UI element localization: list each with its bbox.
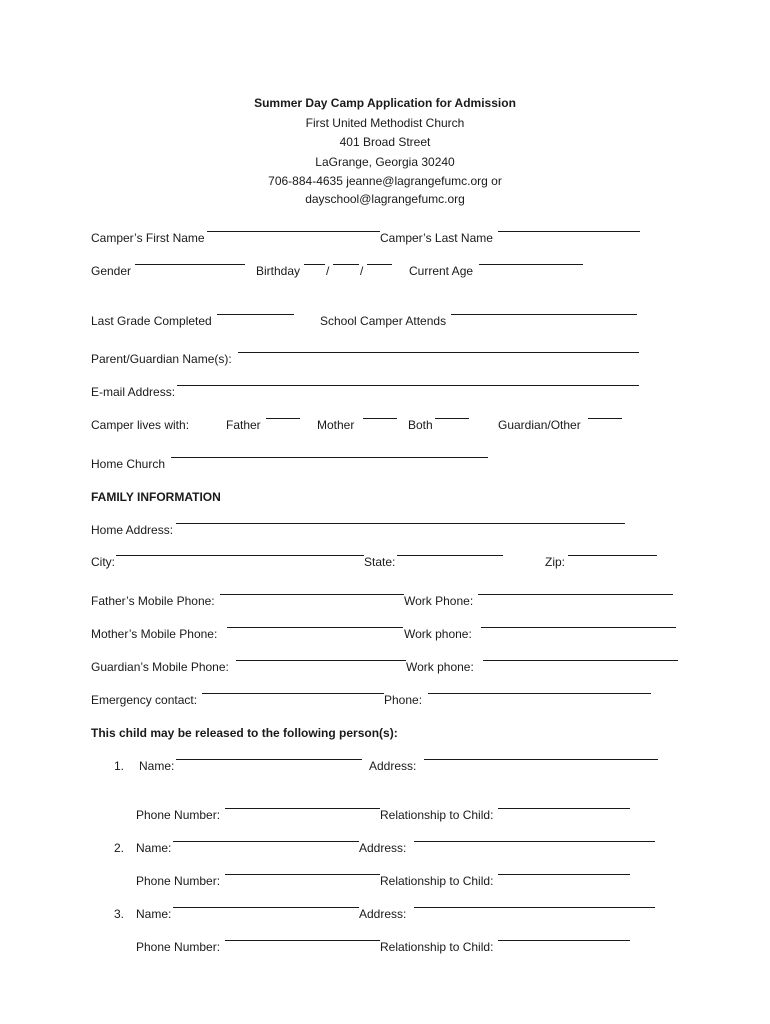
mother-phone-row <box>0 627 770 643</box>
street-address: 401 Broad Street <box>339 135 431 149</box>
release-phone-label: Phone Number: <box>136 874 221 888</box>
release-person-2-phone-row <box>0 874 770 890</box>
church-name: First United Methodist Church <box>305 115 465 130</box>
school-label: School Camper Attends <box>320 314 447 328</box>
release-address-label: Address: <box>359 841 407 855</box>
home-church-label: Home Church <box>91 457 166 471</box>
family-info-heading: FAMILY INFORMATION <box>91 490 221 504</box>
last-grade-label: Last Grade Completed <box>91 314 212 328</box>
list-number: 1. <box>114 759 125 773</box>
guardian-other-label: Guardian/Other <box>498 418 581 432</box>
release-heading: This child may be released to the following person(s): <box>91 726 398 740</box>
last-name-field[interactable] <box>498 231 640 232</box>
release-phone-label: Phone Number: <box>136 940 221 954</box>
camper-name-row <box>0 231 770 247</box>
gender-field[interactable] <box>135 264 245 265</box>
release-3-address-field[interactable] <box>414 907 655 908</box>
city-state-zip: LaGrange, Georgia 30240 <box>315 154 455 169</box>
release-relationship-label: Relationship to Child: <box>380 808 494 822</box>
contact-line-2: dayschool@lagrangefumc.org <box>305 191 465 206</box>
first-name-label: Camper’s First Name <box>91 231 205 245</box>
birthday-separator: / <box>326 264 330 278</box>
mother-field[interactable] <box>363 418 397 419</box>
lives-with-row <box>0 418 770 434</box>
release-2-name-field[interactable] <box>173 841 359 842</box>
gender-label: Gender <box>91 264 132 278</box>
release-2-address-field[interactable] <box>414 841 655 842</box>
current-age-field[interactable] <box>479 264 583 265</box>
mother-mobile-label: Mother’s Mobile Phone: <box>91 627 218 641</box>
school-row <box>0 314 770 330</box>
home-address-field[interactable] <box>176 523 625 524</box>
father-mobile-field[interactable] <box>220 594 404 595</box>
release-1-address-field[interactable] <box>424 759 658 760</box>
guardian-mobile-label: Guardian’s Mobile Phone: <box>91 660 229 674</box>
guardian-work-field[interactable] <box>483 660 678 661</box>
state-label: State: <box>364 555 396 569</box>
guardian-phone-row <box>0 660 770 676</box>
guardian-mobile-field[interactable] <box>236 660 406 661</box>
release-person-1-name-row <box>0 759 770 775</box>
release-person-2-name-row <box>0 841 770 857</box>
release-relationship-label: Relationship to Child: <box>380 874 494 888</box>
birthday-separator: / <box>360 264 364 278</box>
father-work-label: Work Phone: <box>404 594 474 608</box>
city-label: City: <box>91 555 115 569</box>
release-1-relationship-field[interactable] <box>498 808 630 809</box>
release-2-phone-field[interactable] <box>225 874 380 875</box>
mother-label: Mother <box>317 418 355 432</box>
release-address-label: Address: <box>359 907 407 921</box>
release-name-label: Name: <box>136 841 172 855</box>
last-name-label: Camper’s Last Name <box>380 231 493 245</box>
birthday-day-field[interactable] <box>333 264 359 265</box>
emergency-contact-field[interactable] <box>202 693 384 694</box>
list-number: 3. <box>114 907 125 921</box>
guardian-names-label: Parent/Guardian Name(s): <box>91 352 232 366</box>
email-label: E-mail Address: <box>91 385 176 399</box>
family-info-heading-row <box>0 490 770 506</box>
home-church-row <box>0 457 770 473</box>
emergency-phone-field[interactable] <box>428 693 651 694</box>
release-3-phone-field[interactable] <box>225 940 380 941</box>
birthday-label: Birthday <box>256 264 301 278</box>
release-person-1-phone-row <box>0 808 770 824</box>
form-header <box>0 94 770 209</box>
guardian-other-field[interactable] <box>588 418 622 419</box>
release-heading-row <box>0 726 770 742</box>
release-3-name-field[interactable] <box>173 907 359 908</box>
emergency-phone-label: Phone: <box>384 693 423 707</box>
father-field[interactable] <box>266 418 300 419</box>
release-person-3-phone-row <box>0 940 770 956</box>
last-grade-field[interactable] <box>217 314 294 315</box>
mother-work-field[interactable] <box>481 627 676 628</box>
father-phone-row <box>0 594 770 610</box>
zip-label: Zip: <box>545 555 566 569</box>
release-2-relationship-field[interactable] <box>498 874 630 875</box>
birthday-year-field[interactable] <box>367 264 392 265</box>
release-1-phone-field[interactable] <box>225 808 380 809</box>
form-title: Summer Day Camp Application for Admission <box>254 96 516 110</box>
release-3-relationship-field[interactable] <box>498 940 630 941</box>
zip-field[interactable] <box>568 555 657 556</box>
contact-line-1: 706-884-4635 jeanne@lagrangefumc.org or <box>268 174 502 188</box>
current-age-label: Current Age <box>409 264 474 278</box>
first-name-field[interactable] <box>207 231 380 232</box>
school-field[interactable] <box>451 314 637 315</box>
guardian-names-field[interactable] <box>238 352 639 353</box>
city-field[interactable] <box>116 555 364 556</box>
list-number: 2. <box>114 841 125 855</box>
state-field[interactable] <box>397 555 503 556</box>
release-1-name-field[interactable] <box>176 759 362 760</box>
email-field[interactable] <box>177 385 639 386</box>
both-field[interactable] <box>435 418 469 419</box>
release-person-3-name-row <box>0 907 770 923</box>
home-address-row <box>0 523 770 539</box>
mother-mobile-field[interactable] <box>227 627 403 628</box>
both-label: Both <box>408 418 433 432</box>
release-address-label: Address: <box>369 759 417 773</box>
emergency-row <box>0 693 770 709</box>
home-address-label: Home Address: <box>91 523 174 537</box>
gender-birthday-row <box>0 264 770 280</box>
city-state-zip-row <box>0 555 770 571</box>
birthday-month-field[interactable] <box>304 264 325 265</box>
father-label: Father <box>226 418 261 432</box>
mother-work-label: Work phone: <box>404 627 472 641</box>
release-name-label: Name: <box>136 907 172 921</box>
guardian-work-label: Work phone: <box>406 660 474 674</box>
guardian-names-row <box>0 352 770 368</box>
release-relationship-label: Relationship to Child: <box>380 940 494 954</box>
email-row <box>0 385 770 401</box>
father-mobile-label: Father’s Mobile Phone: <box>91 594 215 608</box>
release-name-label: Name: <box>139 759 175 773</box>
release-phone-label: Phone Number: <box>136 808 221 822</box>
lives-with-label: Camper lives with: <box>91 418 190 432</box>
emergency-contact-label: Emergency contact: <box>91 693 198 707</box>
father-work-field[interactable] <box>478 594 673 595</box>
home-church-field[interactable] <box>171 457 488 458</box>
